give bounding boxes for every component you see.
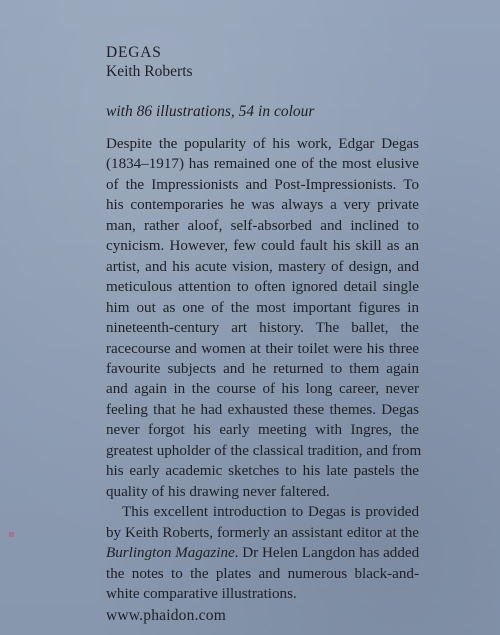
text-line: and again in the course of his long career, never <box>106 381 419 398</box>
text-line: never forgot his early meeting with Ingres, the <box>106 422 419 439</box>
text-line: meticulous attention to often ignored detail single <box>106 279 419 296</box>
blurb-paragraph-2 <box>106 502 419 604</box>
text-line: white comparative illustrations. <box>106 585 297 602</box>
blurb-paragraph-1 <box>106 134 422 502</box>
text-line: his contemporaries he was always a very private <box>106 197 419 214</box>
text-line: This excellent introduction to Degas is provided <box>122 504 419 521</box>
text-line: artist, and his acute vision, mastery of design, and <box>106 258 419 275</box>
text-line: Despite the popularity of his work, Edgar Degas <box>106 136 419 152</box>
illustrations-note: with 86 illustrations, 54 in colour <box>106 103 315 120</box>
text-line: feeling that he had exhausted these themes. Degas <box>106 401 419 418</box>
text-line: man, rather aloof, self-absorbed and inclined to <box>106 217 419 234</box>
text-line: by Keith Roberts, formerly an assistant editor at the <box>106 524 419 541</box>
text-line: racecourse and women at their toilet were his three <box>106 340 419 357</box>
blurb <box>106 134 422 604</box>
text-line <box>106 543 419 563</box>
text-line: greatest upholder of the classical tradition, and from <box>106 442 422 459</box>
text-line-rest: . Dr Helen Langdon has added <box>234 545 420 562</box>
magazine-title: Burlington Magazine <box>106 545 235 562</box>
text-line: (1834–1917) has remained one of the most elusive <box>106 156 419 173</box>
text-line: favourite subjects and he returned to them again <box>106 360 419 377</box>
text-line: his early academic sketches to his late pastels the <box>106 463 419 480</box>
text-line: the notes to the plates and numerous black-and- <box>106 565 419 582</box>
print-mark <box>9 532 14 537</box>
text-line: nineteenth-century art history. The ballet, the <box>106 320 419 337</box>
text-line: him out as one of the most important figures in <box>106 299 419 316</box>
book-title: DEGAS <box>106 44 162 61</box>
book-author: Keith Roberts <box>106 63 193 80</box>
text-line: quality of his drawing never faltered. <box>106 483 330 500</box>
text-line: of the Impressionists and Post-Impressionists. To <box>106 176 419 193</box>
text-line: cynicism. However, few could fault his skill as an <box>106 238 419 255</box>
publisher-website: www.phaidon.com <box>106 607 226 624</box>
